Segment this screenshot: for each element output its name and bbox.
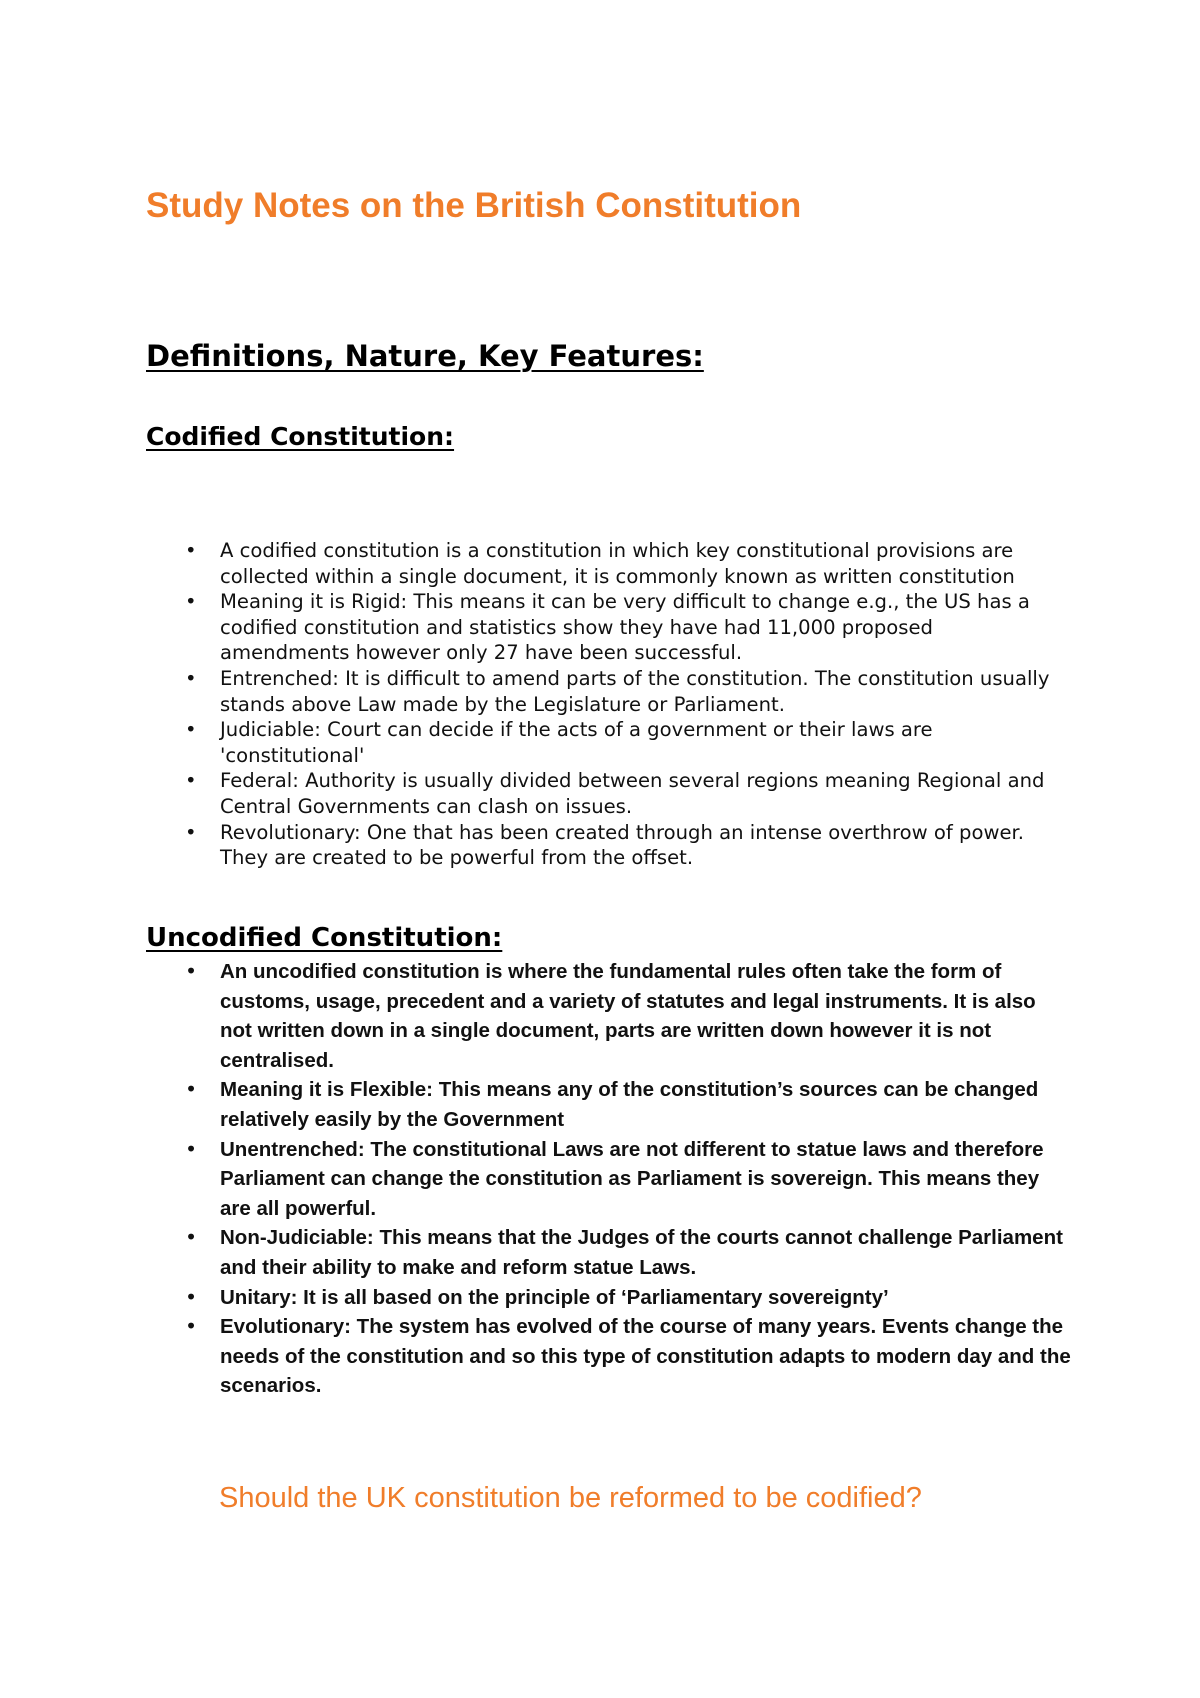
bullet-icon: • (185, 1077, 198, 1102)
bullet-icon: • (185, 718, 197, 742)
list-item (182, 1135, 1072, 1224)
list-item-text: An uncodified constitution is where the fundamental rules often take the form of customs, usage, precedent and a variety of statutes and legal instruments. It is also not written down in a single document, parts are written down however it is not centralised. (220, 960, 1036, 1072)
list-item-text: Unentrenched: The constitutional Laws are not different to statue laws and therefore Parliament can change the constitution as Parliament is sovereign. This means they are all powerful. (220, 1137, 1044, 1220)
bullet-icon: • (185, 769, 197, 793)
bullet-icon: • (185, 1284, 198, 1309)
list-item-text: Meaning it is Flexible: This means any of the constitution’s sources can be changed relatively easily by the Government (220, 1078, 1039, 1131)
list-item-text: Unitary: It is all based on the principle of ‘Parliamentary sovereignty’ (220, 1285, 889, 1309)
bullet-icon: • (185, 820, 197, 844)
bullet-icon: • (185, 959, 198, 983)
bullet-icon: • (185, 539, 197, 562)
bullet-icon: • (185, 590, 197, 614)
list-item-text: Revolutionary: One that has been created through an intense overthrow of power. They are created to be powerful from the offset. (220, 820, 1025, 870)
list-item (182, 1283, 1072, 1313)
list-item-text: Evolutionary: The system has evolved of the course of many years. Events change the needs of the constitution and so this type of constitution adapts to modern day and the scenarios. (220, 1315, 1071, 1398)
section-heading: Definitions, Nature, Key Features: (146, 339, 704, 373)
list-item (182, 538, 1062, 589)
list-item (182, 1075, 1072, 1134)
list-item (182, 1223, 1072, 1282)
bullet-icon: • (185, 1136, 198, 1161)
list-item-text: Non-Judiciable: This means that the Judges of the courts cannot challenge Parliament and their ability to make and reform statue Laws. (220, 1226, 1063, 1279)
list-item (182, 666, 1062, 717)
closing-question: Should the UK constitution be reformed to be codified? (219, 1482, 922, 1514)
uncodified-list (182, 957, 1072, 1401)
codified-list (182, 538, 1062, 871)
list-item-text: A codified constitution is a constitution in which key constitutional provisions are collected within a single document, it is commonly known as written constitution (220, 539, 1015, 588)
list-item (182, 768, 1062, 819)
list-item-text: Federal: Authority is usually divided between several regions meaning Regional and Central Governments can clash on issues. (220, 769, 1045, 818)
list-item (182, 820, 1062, 871)
list-item (182, 957, 1072, 1075)
list-item-text: Entrenched: It is difficult to amend parts of the constitution. The constitution usually stands above Law made by the Legislature or Parliament. (220, 666, 1050, 716)
list-item-text: Meaning it is Rigid: This means it can be very difficult to change e.g., the US has a codified constitution and statistics show they have had 11,000 proposed amendments however only 27 have been successful. (220, 590, 1030, 665)
bullet-icon: • (185, 1314, 198, 1339)
list-item (182, 1312, 1072, 1401)
list-item (182, 717, 1062, 768)
uncodified-heading: Uncodified Constitution: (146, 923, 503, 953)
list-item (182, 589, 1062, 666)
list-item-text: Judiciable: Court can decide if the acts of a government or their laws are 'constitutional' (220, 718, 933, 767)
bullet-icon: • (185, 1225, 198, 1250)
codified-heading: Codified Constitution: (146, 422, 455, 451)
document-title: Study Notes on the British Constitution (146, 186, 802, 225)
bullet-icon: • (185, 666, 197, 690)
